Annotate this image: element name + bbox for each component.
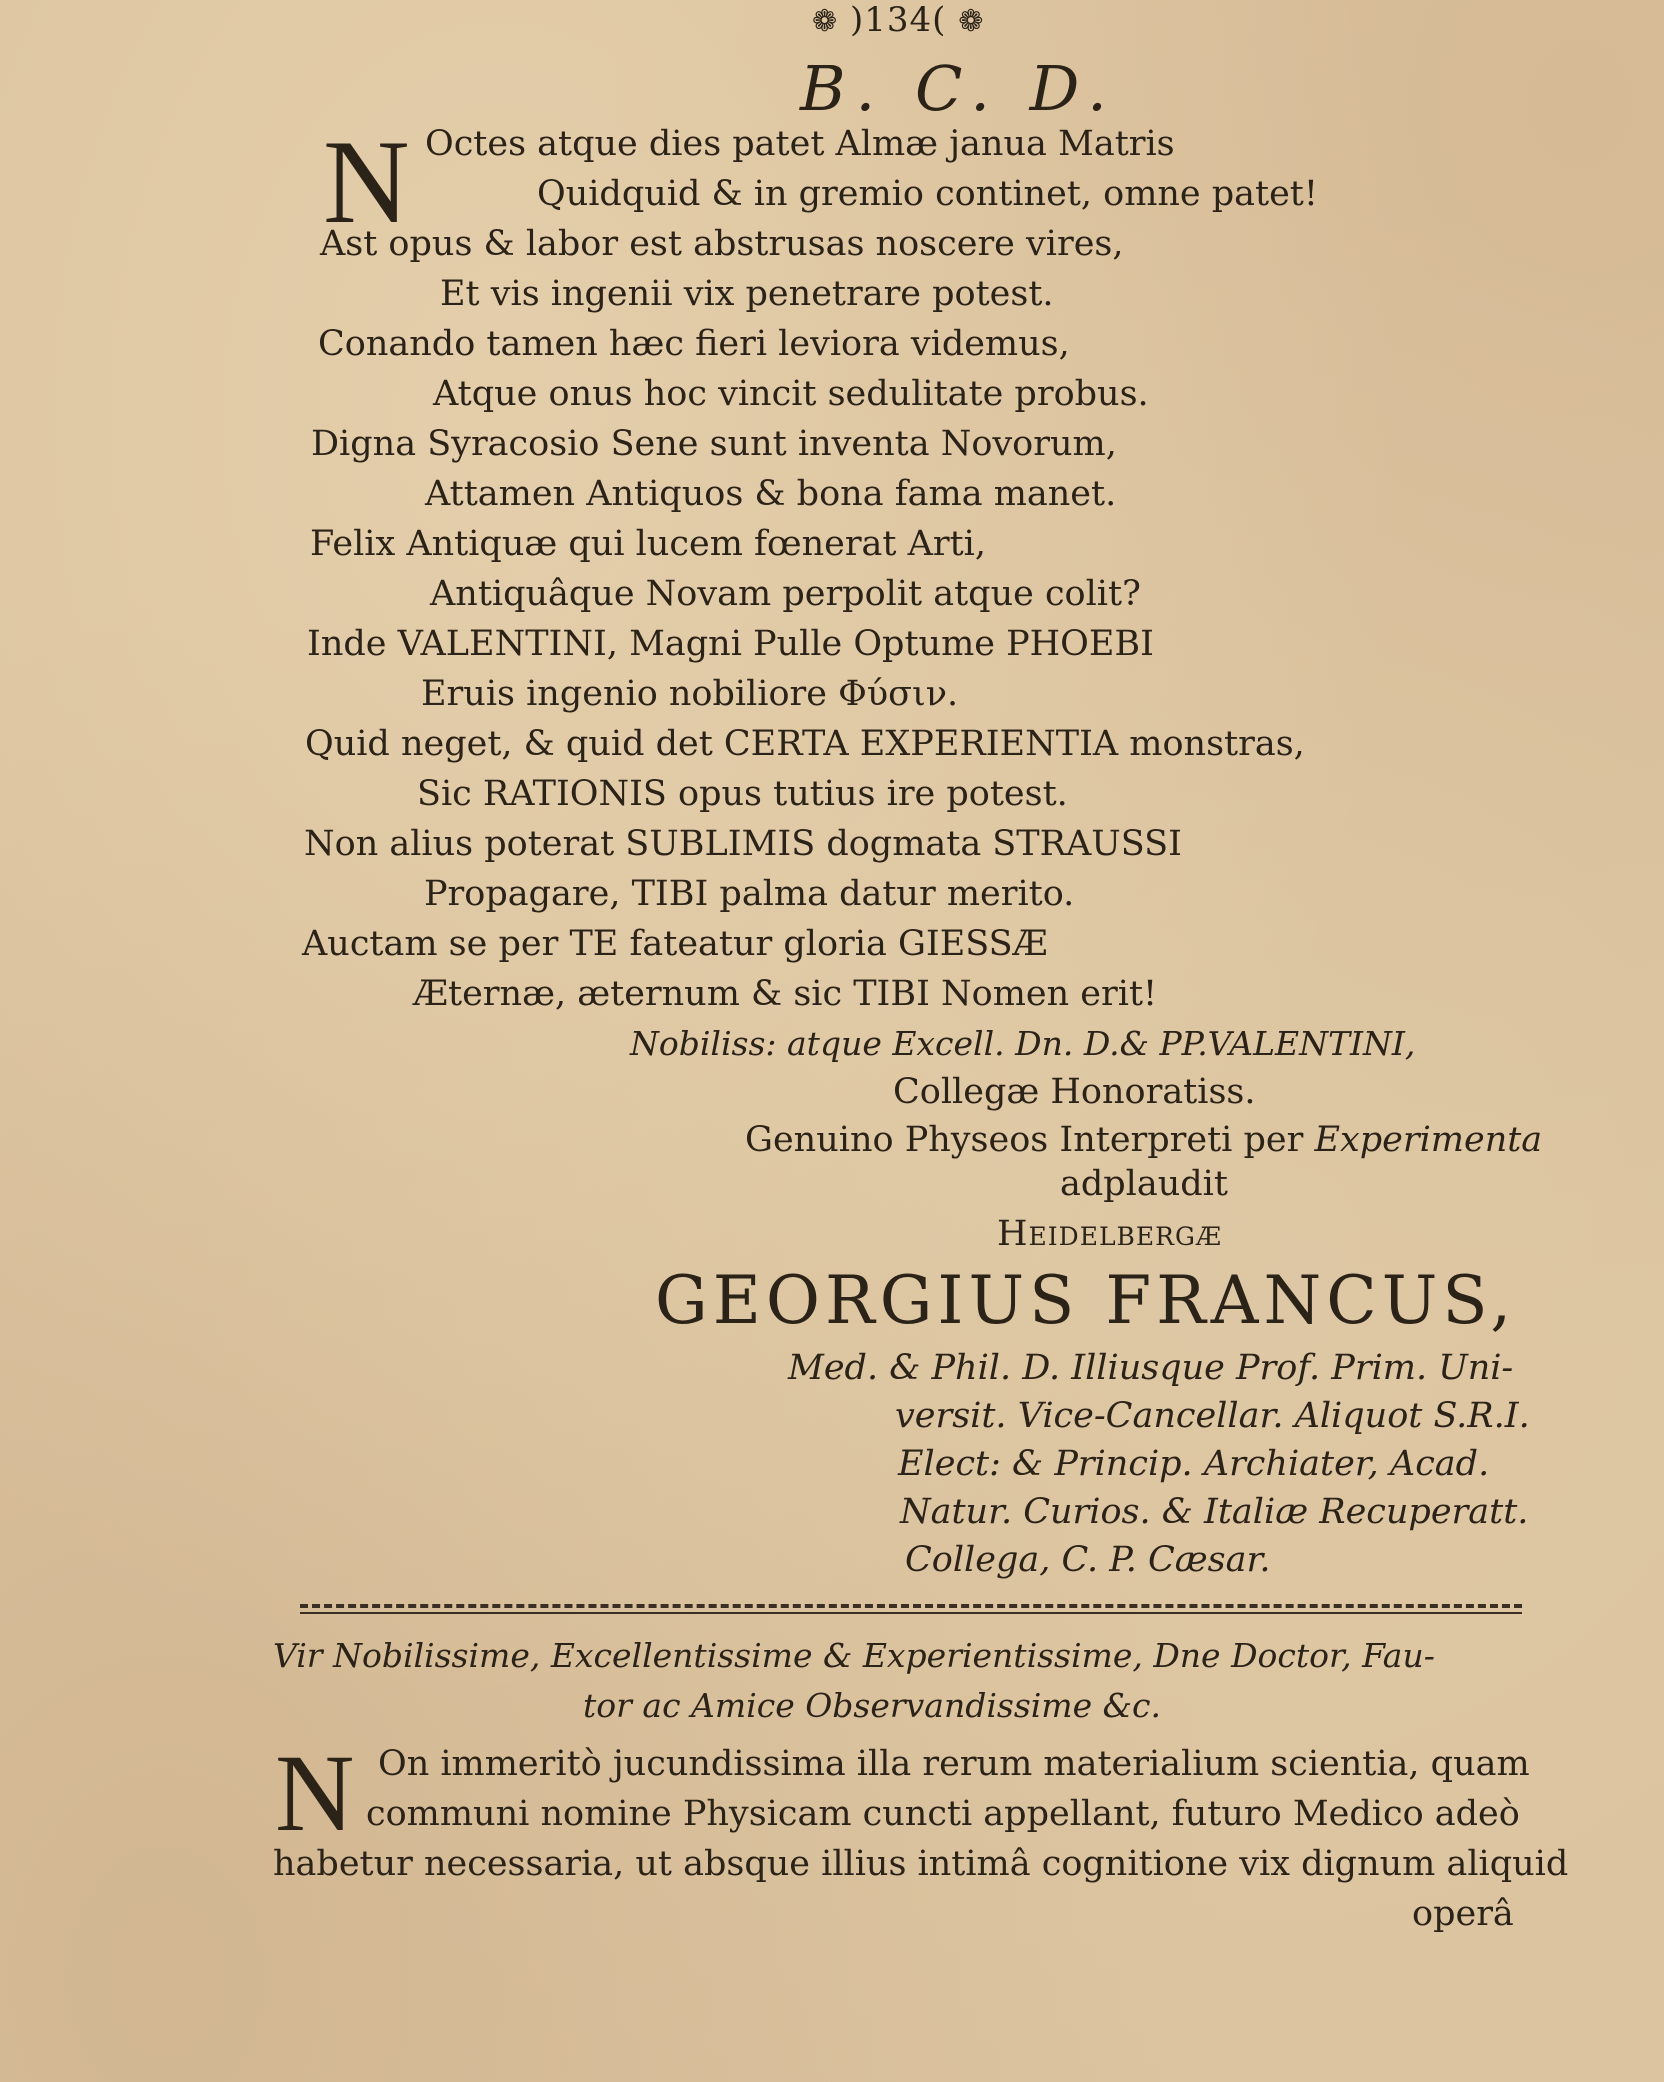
author-title-line: Natur. Curios. & Italiæ Recuperatt. (900, 1492, 1529, 1532)
dedication-line: Collegæ Honoratiss. (893, 1072, 1256, 1112)
poem-line: Ast opus & labor est abstrusas noscere vires, (320, 224, 1124, 264)
author-title-line: Collega, C. P. Cæsar. (905, 1540, 1271, 1580)
poem-line: Antiquâque Novam perpolit atque colit? (430, 574, 1141, 614)
catchword: operâ (1412, 1894, 1514, 1934)
dedication-place: Heidelbergæ (997, 1214, 1222, 1254)
poem-line: Inde VALENTINI, Magni Pulle Optume PHOEBI (307, 624, 1154, 664)
letter-salutation: Vir Nobilissime, Excellentissime & Experientissime, Dne Doctor, Fau- (273, 1636, 1435, 1675)
letter-dropcap: N (275, 1732, 355, 1854)
poem-line: Eruis ingenio nobiliore Φύσιν. (421, 674, 959, 714)
separator-rule (300, 1612, 1522, 1614)
author-title-line: Med. & Phil. D. Illiusque Prof. Prim. Uni- (788, 1348, 1514, 1388)
poem-line: Atque onus hoc vincit sedulitate probus. (433, 374, 1149, 414)
poem-line: Auctam se per TE fateatur gloria GIESSÆ (302, 924, 1048, 964)
page-title: B. C. D. (800, 52, 1117, 125)
poem-line: Sic RATIONIS opus tutius ire potest. (417, 774, 1068, 814)
poem-line: Attamen Antiquos & bona fama manet. (425, 474, 1117, 514)
separator-rule (300, 1604, 1522, 1608)
page-number: )134( (849, 0, 947, 40)
page-header (812, 0, 984, 40)
poem-line: Octes atque dies patet Almæ janua Matris (425, 124, 1175, 164)
letter-line: habetur necessaria, ut absque illius intimâ cognitione vix dignum aliquid (273, 1844, 1569, 1884)
poem-line: Non alius poterat SUBLIMIS dogmata STRAUSSI (304, 824, 1182, 864)
letter-salutation: tor ac Amice Observandissime &c. (583, 1686, 1161, 1725)
poem-line: Quidquid & in gremio continet, omne patet! (537, 174, 1318, 214)
dedication-line: Genuino Physeos Interpreti per Experimenta (745, 1120, 1543, 1160)
ornament-left-icon: ❁ (812, 4, 839, 39)
author-title-line: versit. Vice-Cancellar. Aliquot S.R.I. (895, 1396, 1530, 1436)
poem-dropcap: N (323, 115, 410, 248)
poem-line: Æternæ, æternum & sic TIBI Nomen erit! (413, 974, 1158, 1014)
poem-line: Quid neget, & quid det CERTA EXPERIENTIA monstras, (305, 724, 1305, 764)
poem-line: Propagare, TIBI palma datur merito. (424, 874, 1075, 914)
ornament-right-icon: ❁ (958, 4, 985, 39)
poem-line: Et vis ingenii vix penetrare potest. (440, 274, 1054, 314)
author-title-line: Elect: & Princip. Archiater, Acad. (898, 1444, 1490, 1484)
letter-line: On immeritò jucundissima illa rerum materialium scientia, quam (378, 1744, 1530, 1784)
letter-line: communi nomine Physicam cuncti appellant, futuro Medico adeò (366, 1794, 1520, 1834)
poem-line: Conando tamen hæc fieri leviora videmus, (318, 324, 1070, 364)
poem-line: Felix Antiquæ qui lucem fœnerat Arti, (310, 524, 987, 564)
dedication-line: Nobiliss: atque Excell. Dn. D.& PP.VALENTINI, (630, 1024, 1416, 1063)
poem-line: Digna Syracosio Sene sunt inventa Novorum, (311, 424, 1117, 464)
dedication-line: adplaudit (1060, 1164, 1228, 1204)
author-name: GEORGIUS FRANCUS, (655, 1262, 1517, 1339)
